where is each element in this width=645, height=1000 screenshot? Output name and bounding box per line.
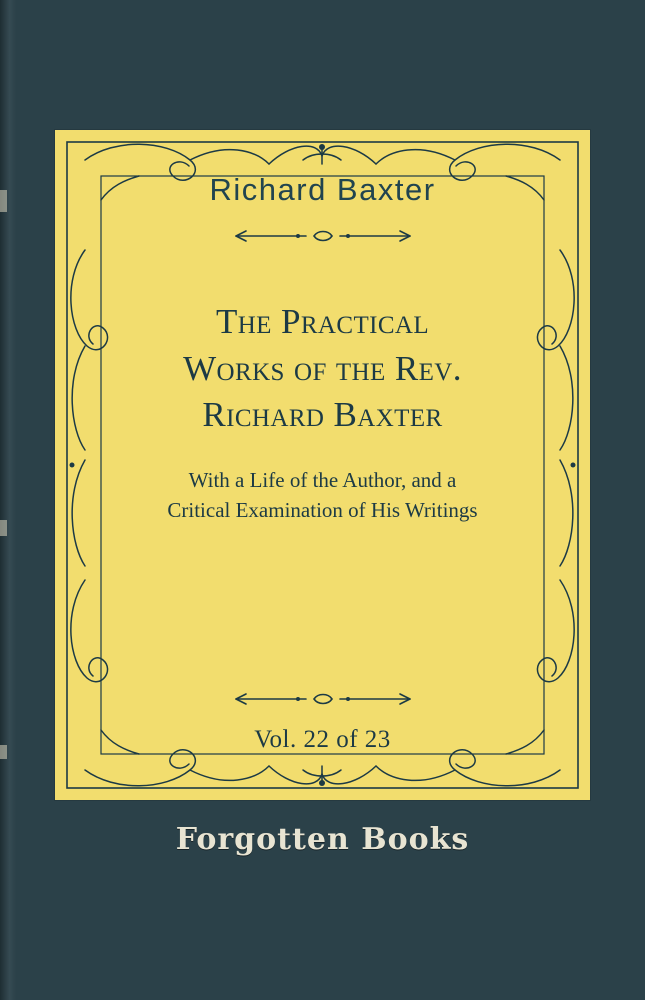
- title-line-3: Richard Baxter: [202, 395, 443, 435]
- publisher-name: Forgotten Books: [175, 822, 470, 857]
- book-title: [113, 299, 532, 439]
- spine-wear-mark: [0, 745, 7, 759]
- divider-ornament-icon: [228, 224, 418, 248]
- title-line-1: The Practical: [215, 302, 430, 341]
- book-subtitle: [113, 465, 532, 526]
- author-name: Richard Baxter: [209, 172, 436, 207]
- divider-ornament-icon: [228, 687, 418, 711]
- title-line-2: Works of the Rev.: [183, 348, 462, 388]
- spine-wear-mark: [0, 520, 7, 536]
- spine-wear-mark: [0, 190, 7, 212]
- volume-label: Vol. 22 of 23: [254, 726, 391, 753]
- title-panel: [55, 130, 590, 800]
- subtitle-line-1: With a Life of the Author, and a: [188, 467, 457, 492]
- subtitle-line-2: Critical Examination of His Writings: [167, 498, 478, 523]
- volume-block: [113, 687, 532, 754]
